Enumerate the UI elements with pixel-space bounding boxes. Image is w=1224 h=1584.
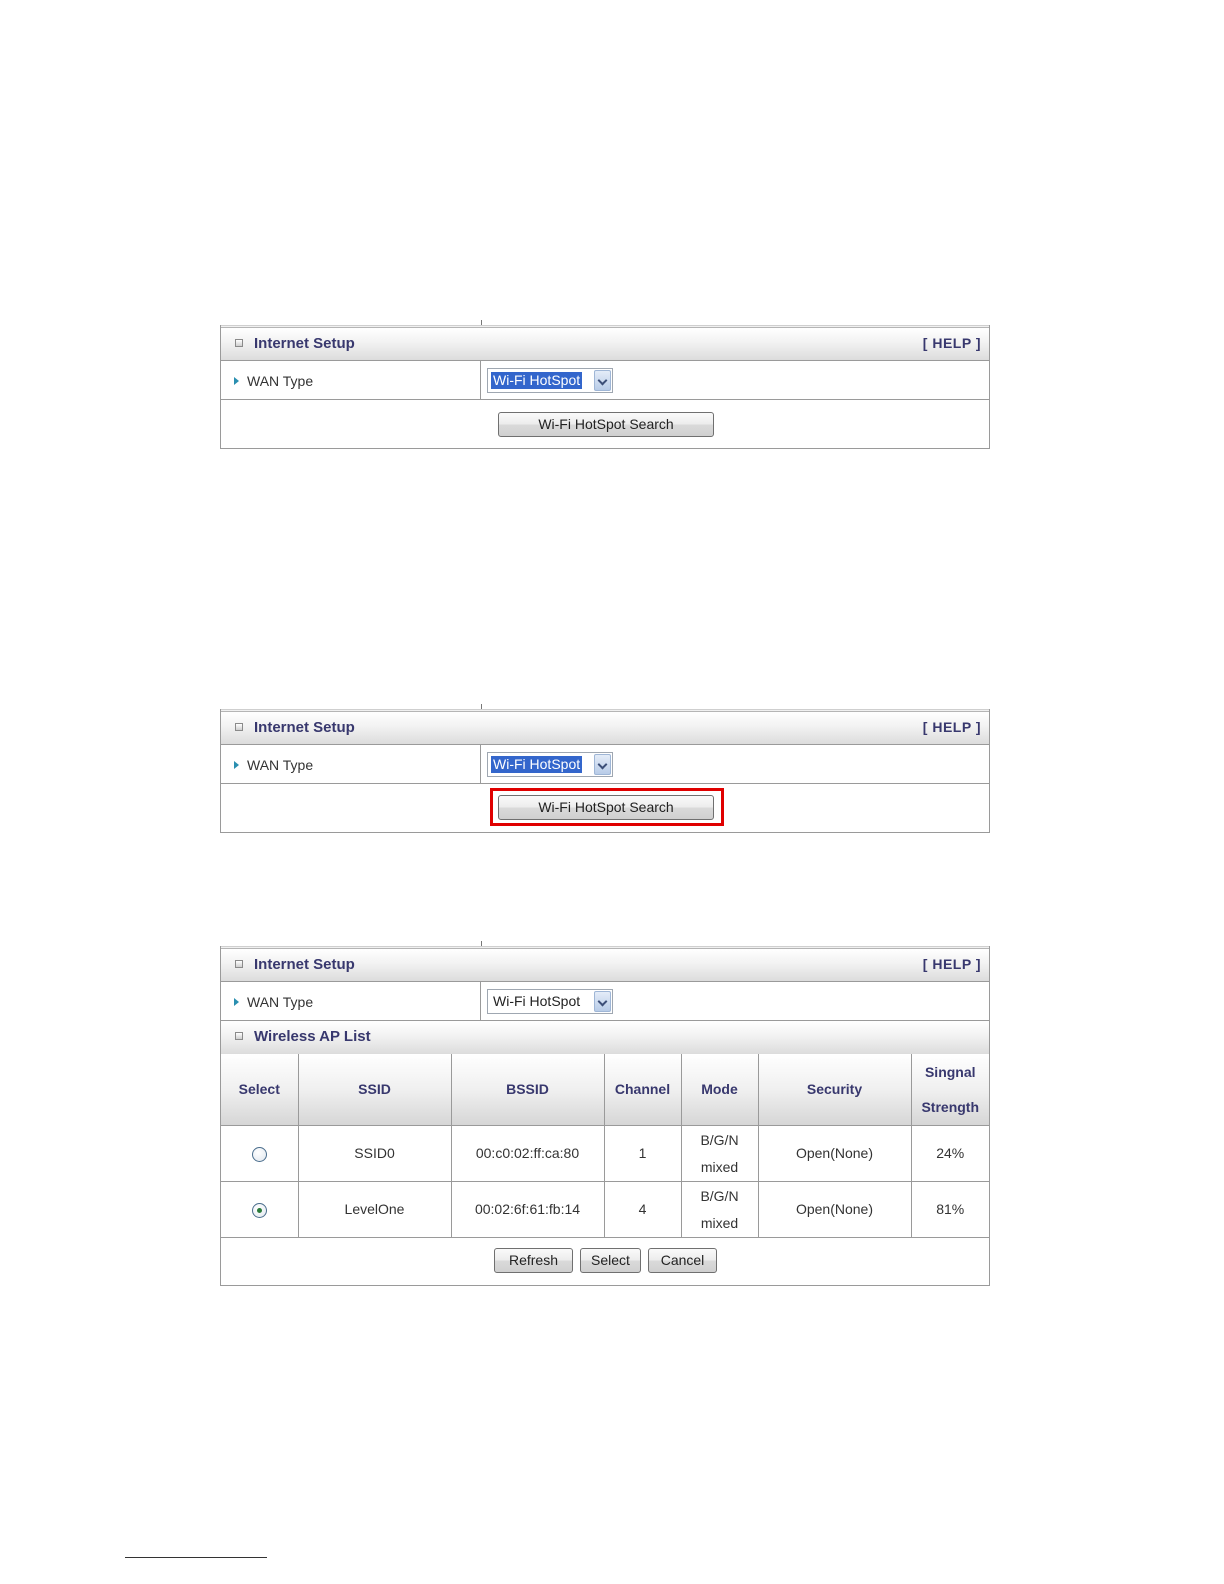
signal-cell: 24% [911, 1126, 989, 1182]
ap-list-header [221, 1021, 989, 1055]
help-link[interactable]: [ HELP ] [922, 719, 981, 735]
column-header-channel: Channel [604, 1054, 681, 1126]
internet-setup-panel-1 [220, 325, 990, 449]
security-cell: Open(None) [758, 1182, 911, 1238]
channel-cell: 1 [604, 1126, 681, 1182]
panel-title: Internet Setup [254, 719, 355, 736]
bullet-arrow-icon [234, 998, 239, 1006]
ssid-cell: SSID0 [298, 1126, 451, 1182]
signal-cell: 81% [911, 1182, 989, 1238]
wan-type-row [221, 982, 989, 1021]
ssid-cell: LevelOne [298, 1182, 451, 1238]
wan-type-value: Wi-Fi HotSpot [493, 993, 581, 1009]
section-square-icon [235, 1032, 243, 1040]
ap-list-table [221, 1054, 989, 1238]
label-cell [221, 982, 481, 1020]
column-header-bssid: BSSID [451, 1054, 604, 1126]
mode-cell: B/G/N mixed [681, 1182, 758, 1238]
wifi-hotspot-search-button[interactable]: Wi-Fi HotSpot Search [498, 795, 714, 820]
table-row[interactable] [221, 1126, 989, 1182]
bssid-cell: 00:c0:02:ff:ca:80 [451, 1126, 604, 1182]
security-cell: Open(None) [758, 1126, 911, 1182]
label-cell [221, 361, 481, 399]
label-cell [221, 745, 481, 783]
select-cell [221, 1182, 298, 1238]
refresh-button[interactable]: Refresh [494, 1248, 573, 1273]
wan-type-value: Wi-Fi HotSpot [493, 372, 581, 388]
footnote-separator [125, 1557, 267, 1558]
wan-type-label: WAN Type [247, 757, 314, 773]
wan-type-value: Wi-Fi HotSpot [493, 756, 581, 772]
mode-cell: B/G/N mixed [681, 1126, 758, 1182]
section-square-icon [235, 960, 243, 968]
column-header-mode: Mode [681, 1054, 758, 1126]
panel-header [221, 712, 989, 745]
select-radio-levelone[interactable] [252, 1203, 267, 1218]
column-header-ssid: SSID [298, 1054, 451, 1126]
wan-type-label: WAN Type [247, 373, 314, 389]
column-header-select: Select [221, 1054, 298, 1126]
bssid-cell: 00:02:6f:61:fb:14 [451, 1182, 604, 1238]
column-header-security: Security [758, 1054, 911, 1126]
table-row[interactable] [221, 1182, 989, 1238]
table-header-row [221, 1054, 989, 1126]
help-link[interactable]: [ HELP ] [922, 335, 981, 351]
wan-type-row [221, 745, 989, 784]
bullet-arrow-icon [234, 377, 239, 385]
wan-type-label: WAN Type [247, 994, 314, 1010]
bullet-arrow-icon [234, 761, 239, 769]
panel-header [221, 949, 989, 982]
ap-list-title: Wireless AP List [254, 1028, 371, 1045]
chevron-down-icon[interactable] [594, 754, 611, 775]
select-cell [221, 1126, 298, 1182]
column-tick [481, 941, 482, 946]
wifi-hotspot-search-button[interactable]: Wi-Fi HotSpot Search [498, 412, 714, 437]
wan-type-select[interactable] [487, 989, 613, 1014]
select-button[interactable]: Select [580, 1248, 641, 1273]
column-tick [481, 320, 482, 325]
wan-type-row [221, 361, 989, 400]
panel-header [221, 328, 989, 361]
help-link[interactable]: [ HELP ] [922, 956, 981, 972]
section-square-icon [235, 339, 243, 347]
panel-title: Internet Setup [254, 956, 355, 973]
column-header-signal-strength: Singnal Strength [911, 1054, 989, 1126]
internet-setup-panel-3 [220, 946, 990, 1286]
wan-type-select[interactable] [487, 752, 613, 777]
chevron-down-icon[interactable] [594, 991, 611, 1012]
column-tick [481, 704, 482, 709]
chevron-down-icon[interactable] [594, 370, 611, 391]
select-radio-ssid0[interactable] [252, 1147, 267, 1162]
cancel-button[interactable]: Cancel [648, 1248, 717, 1273]
channel-cell: 4 [604, 1182, 681, 1238]
internet-setup-panel-2 [220, 709, 990, 833]
wan-type-select[interactable] [487, 368, 613, 393]
section-square-icon [235, 723, 243, 731]
panel-title: Internet Setup [254, 335, 355, 352]
